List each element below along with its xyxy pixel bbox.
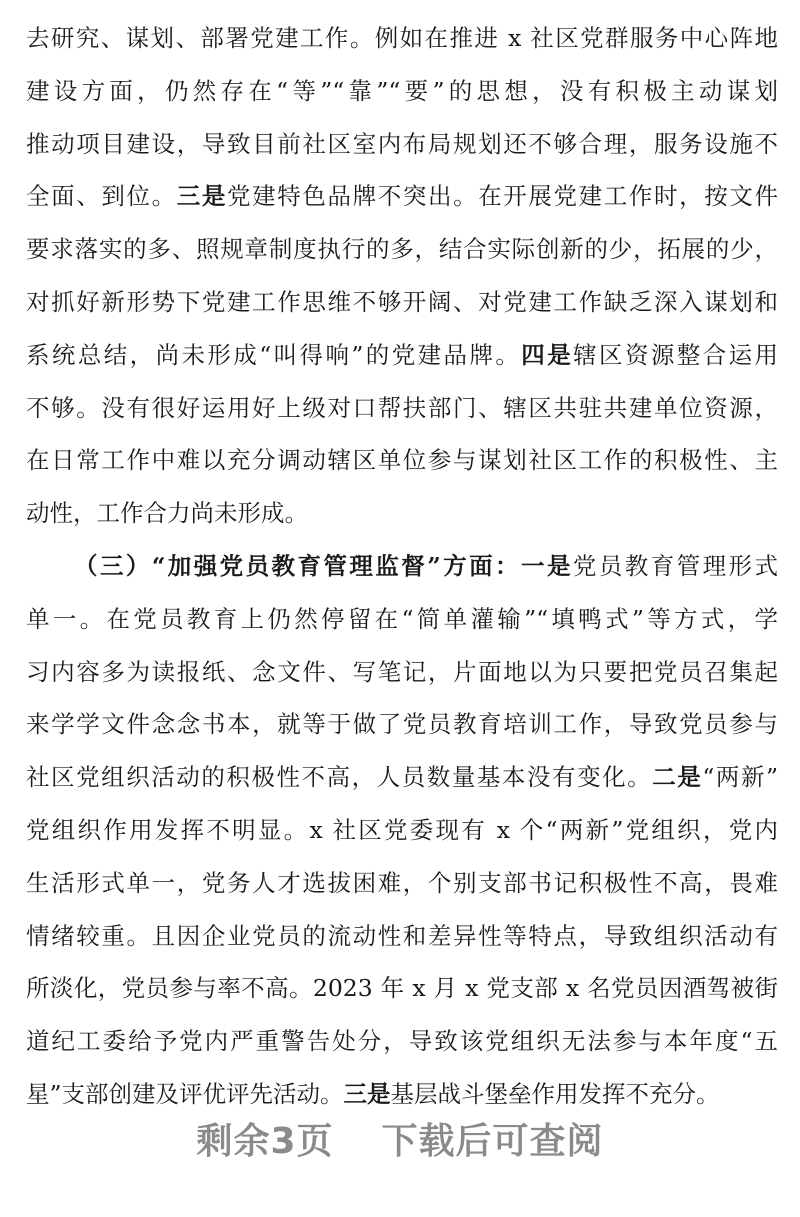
- text-line: [26, 12, 778, 65]
- bold-keyword: 三是: [176, 182, 227, 211]
- line-text: 单一。在党员教育上仍然停留在“简单灌输”“填鸭式”等方式，学: [26, 604, 778, 633]
- bold-keyword: （三）“加强党员教育管理监督”方面：一是: [74, 551, 573, 580]
- line-text: 道纪工委给予党内严重警告处分，导致该党组织无法参与本年度“五: [26, 1027, 778, 1056]
- text-line: [26, 910, 778, 963]
- line-text: 系统总结，尚未形成“叫得响”的党建品牌。: [26, 340, 522, 369]
- text-line: [26, 646, 778, 699]
- text-line: [26, 857, 778, 910]
- text-line: [26, 540, 778, 593]
- line-text: 习内容多为读报纸、念文件、写笔记，片面地以为只要把党员召集起: [26, 657, 778, 686]
- line-text: 党组织作用发挥不明显。x 社区党委现有 x 个“两新”党组织，党内: [26, 815, 778, 844]
- line-text: “两新”: [702, 763, 778, 792]
- line-text: 在日常工作中难以充分调动辖区单位参与谋划社区工作的积极性、主: [26, 446, 778, 475]
- line-text: 推动项目建设，导致目前社区室内布局规划还不够合理，服务设施不: [26, 129, 778, 158]
- text-line: [26, 118, 778, 171]
- download-banner[interactable]: [0, 1113, 800, 1164]
- bold-keyword: 三是: [343, 1079, 391, 1108]
- remaining-pages-label: 剩余3页: [196, 1121, 334, 1162]
- document-body: [26, 12, 778, 1121]
- line-text: 社区党组织活动的积极性不高，人员数量基本没有变化。: [26, 763, 653, 792]
- text-line: [26, 382, 778, 435]
- line-text: 要求落实的多、照规章制度执行的多，结合实际创新的少，拓展的少，: [26, 235, 778, 264]
- text-line: [26, 170, 778, 223]
- line-text: 不够。没有很好运用好上级对口帮扶部门、辖区共驻共建单位资源，: [26, 393, 778, 422]
- line-text: 辖区资源整合运用: [573, 340, 778, 369]
- text-line: [26, 593, 778, 646]
- line-text: 建设方面，仍然存在“等”“靠”“要”的思想，没有积极主动谋划: [26, 76, 778, 105]
- line-text: 去研究、谋划、部署党建工作。例如在推进 x 社区党群服务中心阵地: [26, 24, 778, 52]
- bold-keyword: 四是: [521, 340, 574, 369]
- line-text: 基层战斗堡垒作用发挥不充分。: [390, 1079, 720, 1108]
- text-line: [26, 434, 778, 487]
- text-line: [26, 804, 778, 857]
- line-text: 党建特色品牌不突出。在开展党建工作时，按文件: [226, 182, 778, 211]
- line-text: 所淡化，党员参与率不高。2023 年 x 月 x 党支部 x 名党员因酒驾被街: [26, 974, 778, 1003]
- text-line: [26, 962, 778, 1015]
- line-text: 星”支部创建及评优评先活动。: [26, 1079, 344, 1108]
- bold-keyword: 二是: [652, 763, 703, 792]
- line-text: 对抓好新形势下党建工作思维不够开阔、对党建工作缺乏深入谋划和: [26, 287, 778, 316]
- download-to-view-label: 下载后可查阅: [381, 1121, 604, 1162]
- text-line: [26, 65, 778, 118]
- text-line: [26, 487, 778, 540]
- text-line: [26, 751, 778, 804]
- line-text: 生活形式单一，党务人才选拔困难，个别支部书记积极性不高，畏难: [26, 868, 778, 897]
- text-line: [26, 223, 778, 276]
- text-line: [26, 276, 778, 329]
- line-text: 动性，工作合力尚未形成。: [26, 499, 308, 528]
- line-text: 情绪较重。且因企业党员的流动性和差异性等特点，导致组织活动有: [26, 921, 778, 950]
- text-line: [26, 1015, 778, 1068]
- line-text: 全面、到位。: [26, 182, 177, 211]
- line-text: 来学学文件念念书本，就等于做了党员教育培训工作，导致党员参与: [26, 710, 778, 739]
- line-text: 党员教育管理形式: [572, 551, 778, 580]
- text-line: [26, 329, 778, 382]
- text-line: [26, 698, 778, 751]
